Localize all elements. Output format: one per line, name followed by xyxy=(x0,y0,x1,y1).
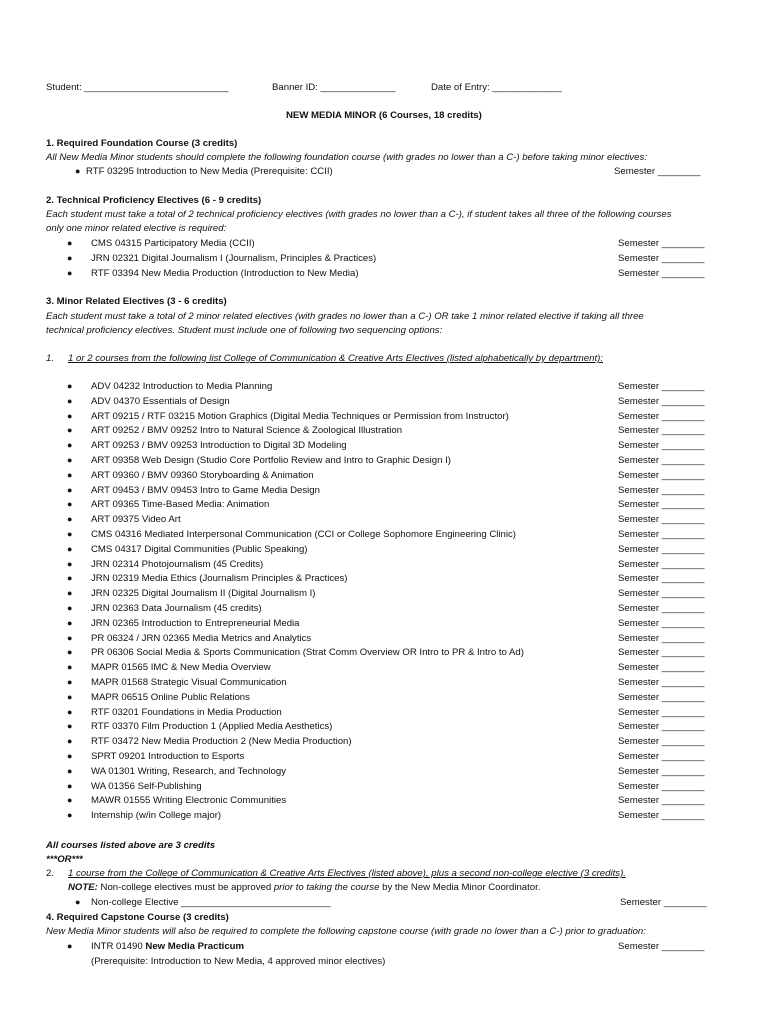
bullet-icon: ● xyxy=(67,941,73,951)
bullet-icon: ● xyxy=(67,395,73,406)
semester-field[interactable]: Semester ________ xyxy=(618,810,705,822)
semester-field[interactable]: Semester ________ xyxy=(618,751,705,762)
semester-field[interactable]: Semester ________ xyxy=(620,897,707,908)
course-name: ADV 04232 Introduction to Media Planning xyxy=(91,381,273,392)
section4-heading: 4. Required Capstone Course (3 credits) xyxy=(46,912,229,923)
semester-field[interactable]: Semester ________ xyxy=(618,268,705,279)
course-name: ART 09365 Time-Based Media: Animation xyxy=(91,499,270,511)
semester-field[interactable]: Semester ________ xyxy=(618,617,705,629)
list-item xyxy=(0,588,770,602)
course-name: ART 09360 / BMV 09360 Storyboarding & Animation xyxy=(91,469,314,481)
list-item xyxy=(0,707,770,721)
option1-text: 1 or 2 courses from the following list College of Communication & Creative Arts Electives (listed alphabetically by department): xyxy=(68,353,603,364)
list-item xyxy=(0,455,770,469)
semester-field[interactable]: Semester ________ xyxy=(618,765,705,777)
course-name: JRN 02363 Data Journalism (45 credits) xyxy=(91,603,262,614)
list-item xyxy=(0,166,770,180)
page-title: NEW MEDIA MINOR (6 Courses, 18 credits) xyxy=(286,110,482,121)
course-name: MAWR 01555 Writing Electronic Communities xyxy=(91,795,287,807)
bullet-icon: ● xyxy=(67,751,73,761)
course-name: SPRT 09201 Introduction to Esports xyxy=(91,751,245,762)
bullet-icon: ● xyxy=(67,721,73,732)
bullet-icon: ● xyxy=(67,647,73,658)
bullet-icon: ● xyxy=(67,455,73,465)
bullet-icon: ● xyxy=(67,499,73,510)
list-item xyxy=(0,736,770,750)
or-separator: ***OR*** xyxy=(46,854,83,865)
semester-field[interactable]: Semester ________ xyxy=(614,166,701,177)
semester-field[interactable]: Semester ________ xyxy=(618,529,705,540)
bullet-icon: ● xyxy=(67,543,73,554)
course-name: ART 09215 / RTF 03215 Motion Graphics (Digital Media Techniques or Permission from Instructor) xyxy=(91,410,509,422)
bullet-icon: ● xyxy=(67,558,73,569)
semester-field[interactable]: Semester ________ xyxy=(618,543,705,555)
capstone-name: New Media Practicum xyxy=(145,941,245,952)
option2-text: 1 course from the College of Communication & Creative Arts Electives (listed above), plus a second non-college elective (3 credits). xyxy=(68,868,626,879)
semester-field[interactable]: Semester ________ xyxy=(618,440,705,452)
course-name: PR 06324 / JRN 02365 Media Metrics and Analytics xyxy=(91,632,312,644)
note-text-2: by the New Media Minor Coordinator. xyxy=(379,882,541,893)
course-name: RTF 03472 New Media Production 2 (New Media Production) xyxy=(91,736,352,748)
list-item xyxy=(0,692,770,706)
semester-field[interactable]: Semester ________ xyxy=(618,736,705,748)
semester-field[interactable]: Semester ________ xyxy=(618,410,705,422)
list-item xyxy=(0,751,770,765)
student-field[interactable]: Student: ___________________________ xyxy=(46,82,229,93)
course-name: RTF 03394 New Media Production (Introduction to New Media) xyxy=(91,268,359,279)
course-name: RTF 03201 Foundations in Media Production xyxy=(91,706,282,718)
semester-field[interactable]: Semester ________ xyxy=(618,381,705,392)
capstone-code: INTR 01490 xyxy=(91,941,146,952)
list-item xyxy=(0,897,770,911)
list-item xyxy=(0,941,770,955)
course-name: JRN 02365 Introduction to Entrepreneurial Media xyxy=(91,617,300,629)
date-of-entry-field[interactable]: Date of Entry: _____________ xyxy=(431,82,562,93)
course-name: ART 09358 Web Design (Studio Core Portfolio Review and Intro to Graphic Design I) xyxy=(91,455,451,466)
list-item xyxy=(0,514,770,528)
list-item xyxy=(0,721,770,735)
list-item xyxy=(0,268,770,282)
semester-field[interactable]: Semester ________ xyxy=(618,238,705,249)
bullet-icon: ● xyxy=(75,897,81,907)
semester-field[interactable]: Semester ________ xyxy=(618,573,705,585)
semester-field[interactable]: Semester ________ xyxy=(618,662,705,674)
note-text-1: Non-college electives must be approved xyxy=(97,882,274,893)
list-item xyxy=(0,647,770,661)
section3-heading: 3. Minor Related Electives (3 - 6 credits) xyxy=(46,296,227,307)
capstone-prerequisite: (Prerequisite: Introduction to New Media, 4 approved minor electives) xyxy=(91,956,386,967)
course-name: JRN 02321 Digital Journalism I (Journalism, Principles & Practices) xyxy=(91,253,377,264)
list-item xyxy=(0,810,770,824)
course-name: ADV 04370 Essentials of Design xyxy=(91,395,230,407)
section1-heading: 1. Required Foundation Course (3 credits) xyxy=(46,138,238,149)
section2-heading: 2. Technical Proficiency Electives (6 - 9 credits) xyxy=(46,195,262,206)
bullet-icon: ● xyxy=(67,588,73,599)
course-name: WA 01356 Self-Publishing xyxy=(91,780,202,792)
course-name: MAPR 01568 Strategic Visual Communication xyxy=(91,677,287,688)
semester-field[interactable]: Semester ________ xyxy=(618,677,705,688)
semester-field[interactable]: Semester ________ xyxy=(618,455,705,466)
course-name: RTF 03295 Introduction to New Media (Prerequisite: CCII) xyxy=(86,166,333,177)
section3-description-line1: Each student must take a total of 2 minor related electives (with grades no lower than a C-) OR take 1 minor related elective if taking all three xyxy=(46,311,644,322)
noncollege-elective-field[interactable]: Non-college Elective ____________________________ xyxy=(91,897,331,908)
section1-description: All New Media Minor students should complete the following foundation course (with grades no lower than a C-) before taking minor electives: xyxy=(46,152,647,163)
course-name: Internship (w/in College major) xyxy=(91,810,222,822)
list-item xyxy=(0,499,770,513)
list-item xyxy=(0,381,770,395)
bullet-icon: ● xyxy=(67,780,73,791)
bullet-icon: ● xyxy=(67,632,73,643)
course-name: ART 09253 / BMV 09253 Introduction to Digital 3D Modeling xyxy=(91,440,347,452)
course-name: JRN 02314 Photojournalism (45 Credits) xyxy=(91,558,264,570)
list-item xyxy=(0,662,770,676)
course-name: JRN 02319 Media Ethics (Journalism Principles & Practices) xyxy=(91,573,348,585)
course-name: MAPR 01565 IMC & New Media Overview xyxy=(91,662,271,674)
course-name: ART 09375 Video Art xyxy=(91,514,181,526)
list-item xyxy=(0,425,770,439)
bullet-icon: ● xyxy=(67,410,73,421)
list-item xyxy=(0,544,770,558)
course-name: ART 09252 / BMV 09252 Intro to Natural Science & Zoological Illustration xyxy=(91,425,403,437)
bullet-icon: ● xyxy=(67,529,73,539)
note-text-italic: prior to taking the course xyxy=(273,882,380,893)
bullet-icon: ● xyxy=(67,469,73,480)
bullet-icon: ● xyxy=(67,603,73,613)
course-name: JRN 02325 Digital Journalism II (Digital Journalism I) xyxy=(91,588,316,600)
list-item xyxy=(0,633,770,647)
list-item xyxy=(0,781,770,795)
course-name: ART 09453 / BMV 09453 Intro to Game Media Design xyxy=(91,484,320,496)
bullet-icon: ● xyxy=(67,662,73,673)
bullet-icon: ● xyxy=(75,166,81,176)
list-item xyxy=(0,440,770,454)
list-item xyxy=(0,238,770,252)
course-name: RTF 03370 Film Production 1 (Applied Media Aesthetics) xyxy=(91,721,333,733)
bullet-icon: ● xyxy=(67,484,73,495)
bullet-icon: ● xyxy=(67,795,73,806)
semester-field[interactable]: Semester ________ xyxy=(618,395,705,407)
semester-field[interactable]: Semester ________ xyxy=(618,632,705,644)
approval-note xyxy=(68,882,540,893)
list-item xyxy=(0,618,770,632)
bullet-icon: ● xyxy=(67,514,73,525)
option2-number: 2. xyxy=(46,868,55,879)
section3-description-line2: technical proficiency electives. Student must include one of following two sequencing options: xyxy=(46,325,443,336)
semester-field[interactable]: Semester ________ xyxy=(618,253,705,264)
bullet-icon: ● xyxy=(67,765,73,776)
bullet-icon: ● xyxy=(67,268,73,278)
list-item xyxy=(0,559,770,573)
bullet-icon: ● xyxy=(67,810,73,821)
section2-description-line2: only one minor related elective is required: xyxy=(46,223,227,234)
list-item xyxy=(0,396,770,410)
semester-field[interactable]: Semester ________ xyxy=(618,941,705,952)
semester-field[interactable]: Semester ________ xyxy=(618,484,705,496)
semester-field[interactable]: Semester ________ xyxy=(618,514,705,526)
semester-field[interactable]: Semester ________ xyxy=(618,780,705,792)
bullet-icon: ● xyxy=(67,381,73,391)
semester-field[interactable]: Semester ________ xyxy=(618,795,705,807)
bullet-icon: ● xyxy=(67,706,73,717)
course-name: CMS 04316 Mediated Interpersonal Communication (CCI or College Sophomore Engineering Clinic) xyxy=(91,529,517,540)
bullet-icon: ● xyxy=(67,253,73,263)
semester-field[interactable]: Semester ________ xyxy=(618,691,705,703)
list-item xyxy=(0,470,770,484)
semester-field[interactable]: Semester ________ xyxy=(618,425,705,437)
semester-field[interactable]: Semester ________ xyxy=(618,706,705,718)
course-name: MAPR 06515 Online Public Relations xyxy=(91,691,250,703)
semester-field[interactable]: Semester ________ xyxy=(618,721,705,733)
semester-field[interactable]: Semester ________ xyxy=(618,469,705,481)
course-name: CMS 04317 Digital Communities (Public Speaking) xyxy=(91,543,308,555)
list-item xyxy=(0,766,770,780)
bullet-icon: ● xyxy=(67,573,73,584)
semester-field[interactable]: Semester ________ xyxy=(618,603,705,614)
section4-description: New Media Minor students will also be required to complete the following capstone course (with grade no lower than a C-) prior to graduation: xyxy=(46,926,646,937)
semester-field[interactable]: Semester ________ xyxy=(618,558,705,570)
list-item xyxy=(0,603,770,617)
capstone-course xyxy=(91,941,244,952)
list-item xyxy=(0,411,770,425)
semester-field[interactable]: Semester ________ xyxy=(618,647,705,659)
bullet-icon: ● xyxy=(67,425,73,436)
course-name: WA 01301 Writing, Research, and Technology xyxy=(91,765,287,777)
list-item xyxy=(0,795,770,809)
bullet-icon: ● xyxy=(67,691,73,702)
credits-note: All courses listed above are 3 credits xyxy=(46,840,216,851)
option1-number: 1. xyxy=(46,353,55,364)
bullet-icon: ● xyxy=(67,238,73,248)
bullet-icon: ● xyxy=(67,677,73,687)
section2-description-line1: Each student must take a total of 2 technical proficiency electives (with grades no lower than a C-), if student takes all three of the following courses xyxy=(46,209,672,220)
course-name: PR 06306 Social Media & Sports Communication (Strat Comm Overview OR Intro to PR & Intro to Ad) xyxy=(91,647,524,659)
list-item xyxy=(0,573,770,587)
semester-field[interactable]: Semester ________ xyxy=(618,499,705,511)
list-item xyxy=(0,485,770,499)
list-item xyxy=(0,529,770,543)
list-item xyxy=(0,677,770,691)
banner-id-field[interactable]: Banner ID: ______________ xyxy=(272,82,396,93)
list-item xyxy=(0,253,770,267)
note-label: NOTE: xyxy=(68,882,98,893)
semester-field[interactable]: Semester ________ xyxy=(618,588,705,600)
bullet-icon: ● xyxy=(67,617,73,628)
course-name: CMS 04315 Participatory Media (CCII) xyxy=(91,238,255,249)
bullet-icon: ● xyxy=(67,736,73,747)
bullet-icon: ● xyxy=(67,440,73,451)
